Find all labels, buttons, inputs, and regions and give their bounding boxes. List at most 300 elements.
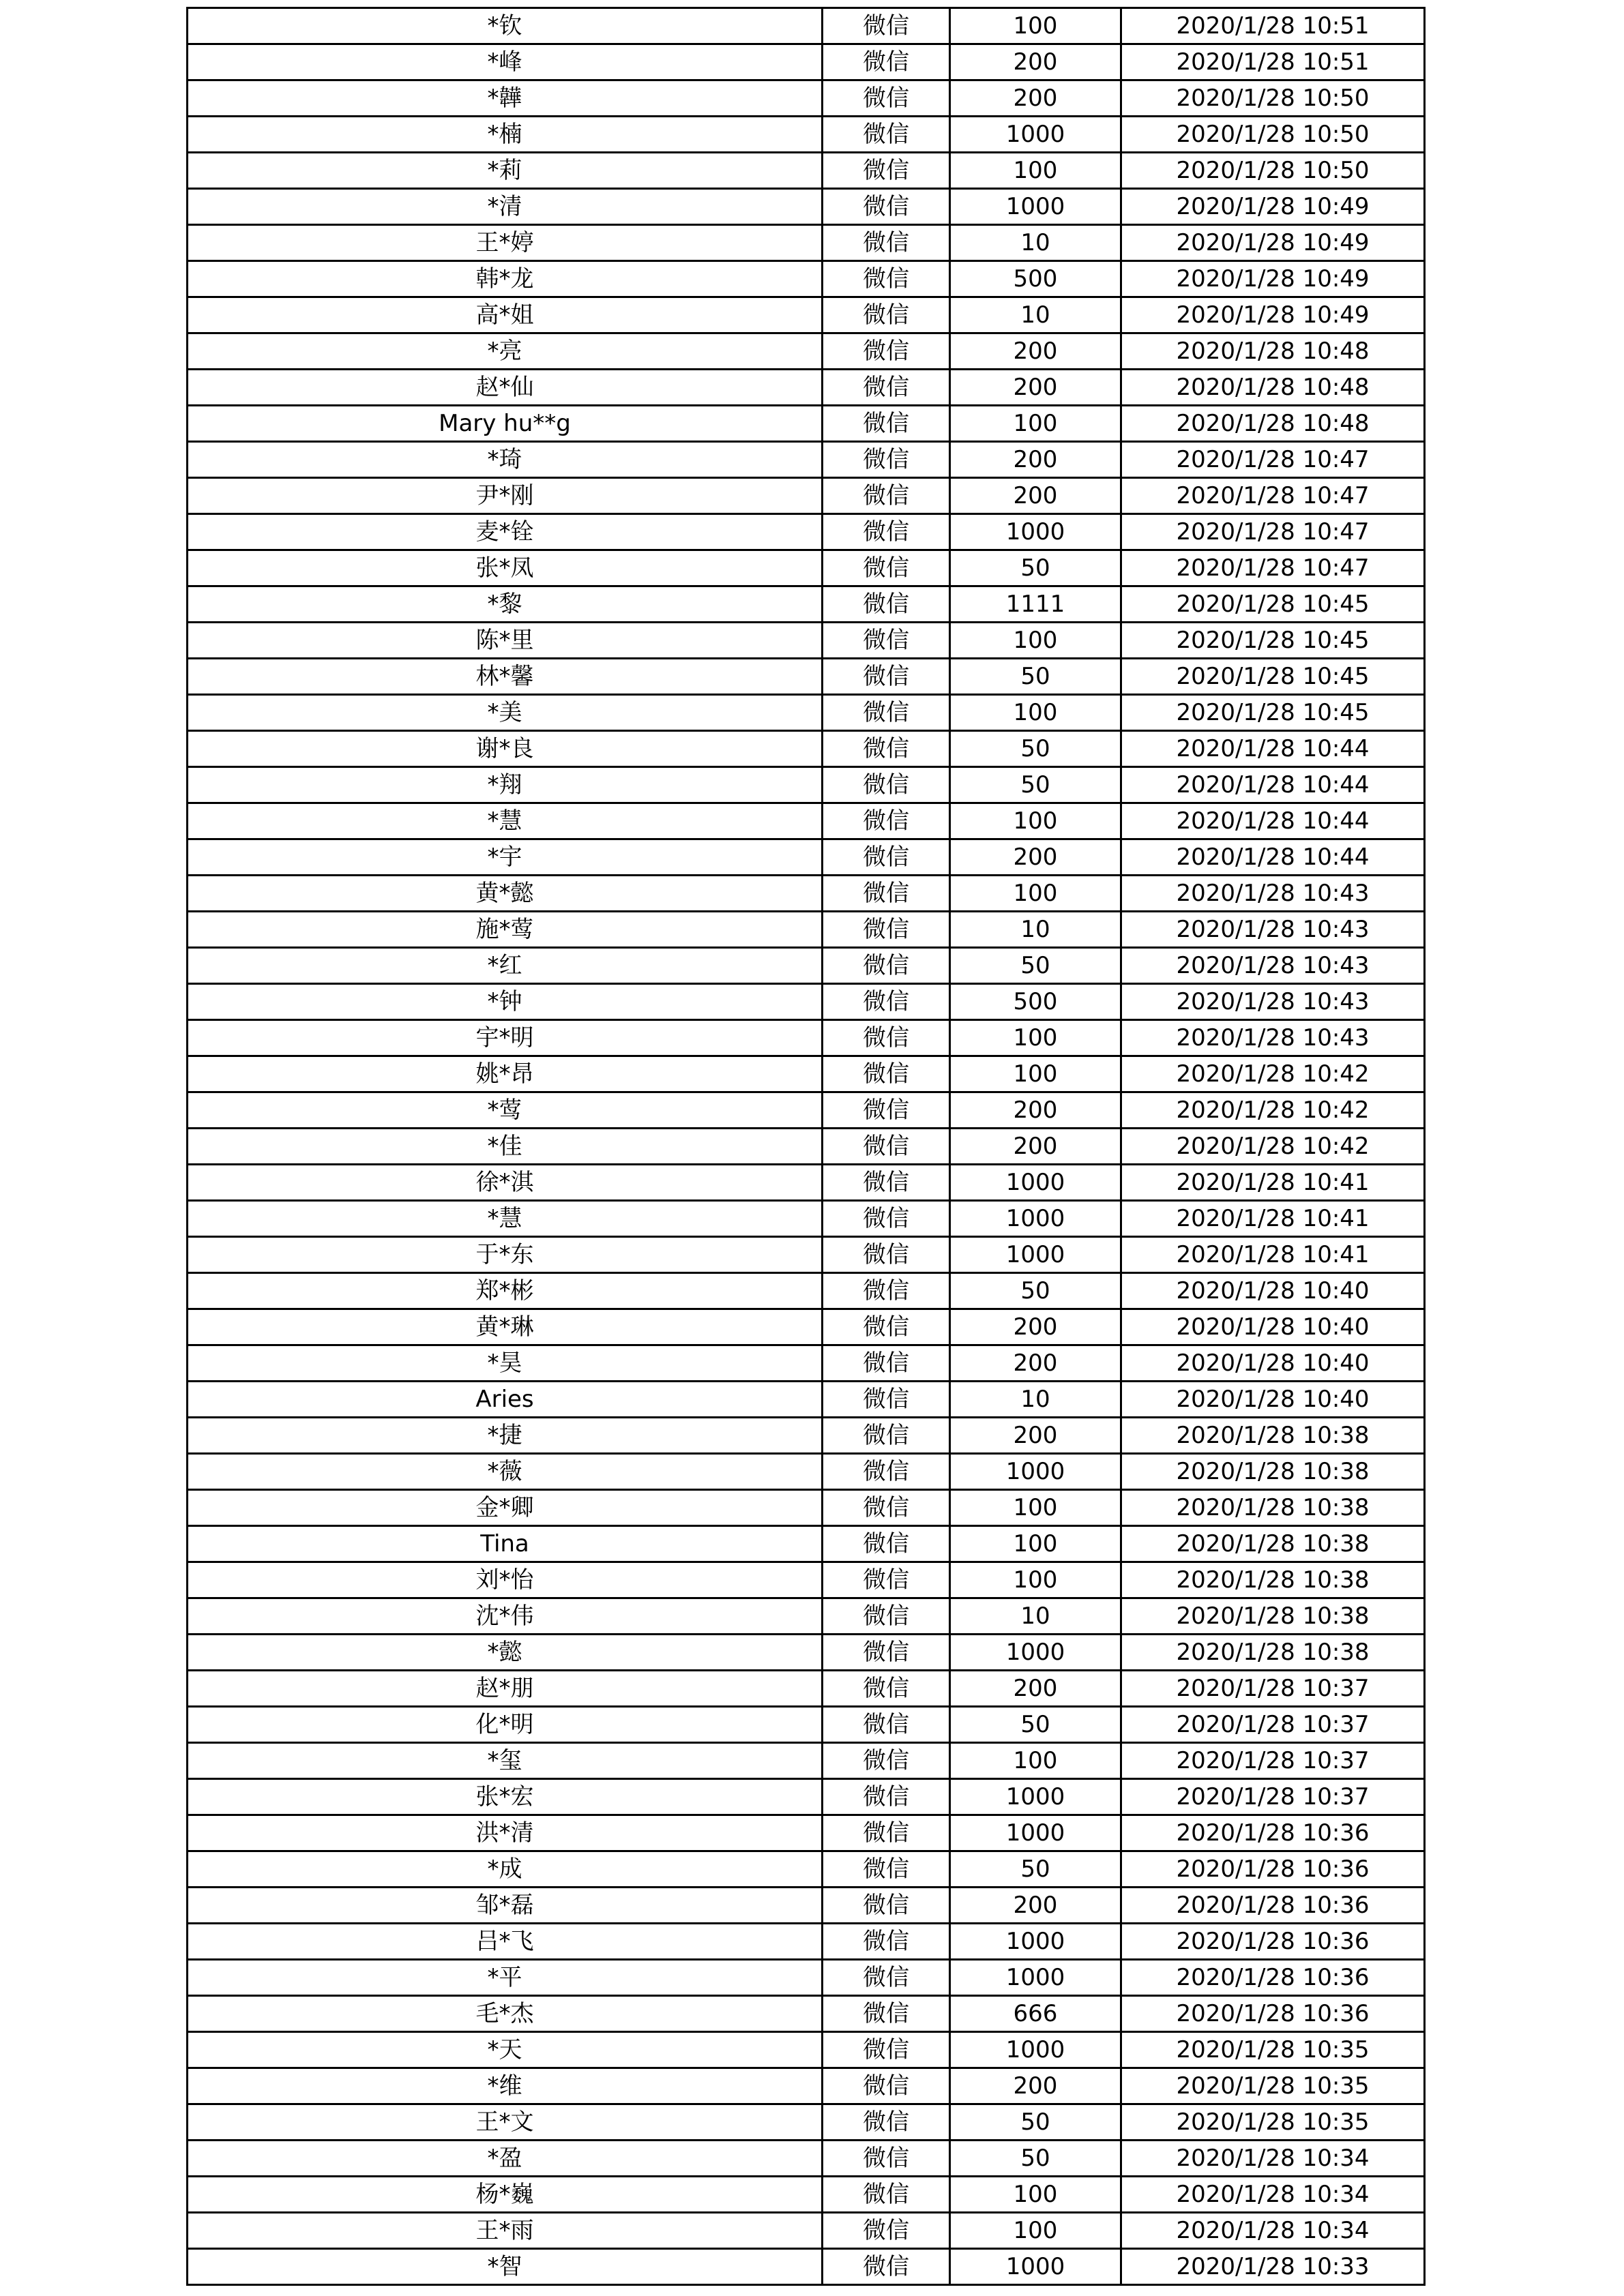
donor-name-cell: 刘*怡 [188,1562,823,1598]
timestamp-cell: 2020/1/28 10:49 [1121,261,1425,297]
amount-cell: 200 [950,1309,1121,1345]
timestamp-cell: 2020/1/28 10:47 [1121,478,1425,514]
payment-channel-cell: 微信 [823,1707,950,1743]
table-row [188,225,1425,261]
amount-cell: 100 [950,1020,1121,1056]
donor-name-cell: 黄*懿 [188,876,823,912]
amount-cell: 100 [950,1056,1121,1092]
table-row [188,1815,1425,1851]
timestamp-cell: 2020/1/28 10:40 [1121,1345,1425,1382]
payment-channel-cell: 微信 [823,1020,950,1056]
table-row [188,876,1425,912]
amount-cell: 200 [950,2068,1121,2104]
timestamp-cell: 2020/1/28 10:44 [1121,767,1425,803]
table-row [188,1779,1425,1815]
amount-cell: 200 [950,478,1121,514]
amount-cell: 1111 [950,586,1121,623]
payment-channel-cell: 微信 [823,153,950,189]
table-row [188,731,1425,767]
donor-name-cell: 吕*飞 [188,1924,823,1960]
payment-channel-cell: 微信 [823,1526,950,1562]
table-row [188,1743,1425,1779]
table-row [188,984,1425,1020]
payment-channel-cell: 微信 [823,1635,950,1671]
amount-cell: 200 [950,1129,1121,1165]
donor-name-cell: *昊 [188,1345,823,1382]
table-row [188,1201,1425,1237]
timestamp-cell: 2020/1/28 10:42 [1121,1092,1425,1129]
table-row [188,803,1425,839]
amount-cell: 200 [950,1671,1121,1707]
donor-name-cell: *盈 [188,2141,823,2177]
table-row [188,1960,1425,1996]
amount-cell: 100 [950,153,1121,189]
timestamp-cell: 2020/1/28 10:35 [1121,2068,1425,2104]
timestamp-cell: 2020/1/28 10:35 [1121,2032,1425,2068]
amount-cell: 200 [950,333,1121,370]
timestamp-cell: 2020/1/28 10:34 [1121,2213,1425,2249]
table-row [188,1996,1425,2032]
amount-cell: 1000 [950,1237,1121,1273]
timestamp-cell: 2020/1/28 10:35 [1121,2104,1425,2141]
amount-cell: 200 [950,370,1121,406]
timestamp-cell: 2020/1/28 10:41 [1121,1237,1425,1273]
donor-name-cell: *琦 [188,442,823,478]
table-row [188,117,1425,153]
amount-cell: 1000 [950,1635,1121,1671]
amount-cell: 100 [950,406,1121,442]
table-row [188,1345,1425,1382]
payment-channel-cell: 微信 [823,1418,950,1454]
payment-channel-cell: 微信 [823,117,950,153]
timestamp-cell: 2020/1/28 10:45 [1121,659,1425,695]
timestamp-cell: 2020/1/28 10:41 [1121,1201,1425,1237]
table-row [188,2068,1425,2104]
table-row [188,1671,1425,1707]
table-row [188,153,1425,189]
payment-channel-cell: 微信 [823,2068,950,2104]
donor-name-cell: *玺 [188,1743,823,1779]
payment-channel-cell: 微信 [823,225,950,261]
donor-name-cell: *韡 [188,80,823,117]
payment-channel-cell: 微信 [823,1056,950,1092]
payment-channel-cell: 微信 [823,1598,950,1635]
donor-name-cell: 姚*昂 [188,1056,823,1092]
amount-cell: 200 [950,44,1121,80]
amount-cell: 1000 [950,1454,1121,1490]
donor-name-cell: 黄*琳 [188,1309,823,1345]
table-row [188,2032,1425,2068]
amount-cell: 50 [950,2104,1121,2141]
amount-cell: 10 [950,225,1121,261]
timestamp-cell: 2020/1/28 10:44 [1121,803,1425,839]
payment-channel-cell: 微信 [823,695,950,731]
timestamp-cell: 2020/1/28 10:49 [1121,297,1425,333]
table-row [188,8,1425,44]
amount-cell: 10 [950,1382,1121,1418]
timestamp-cell: 2020/1/28 10:36 [1121,1996,1425,2032]
donor-name-cell: *维 [188,2068,823,2104]
donor-name-cell: *黎 [188,586,823,623]
payment-channel-cell: 微信 [823,2104,950,2141]
payment-channel-cell: 微信 [823,333,950,370]
donor-name-cell: *成 [188,1851,823,1888]
payment-channel-cell: 微信 [823,2249,950,2285]
timestamp-cell: 2020/1/28 10:37 [1121,1779,1425,1815]
amount-cell: 50 [950,659,1121,695]
timestamp-cell: 2020/1/28 10:36 [1121,1888,1425,1924]
donor-name-cell: *莺 [188,1092,823,1129]
table-row [188,1635,1425,1671]
donor-name-cell: 施*莺 [188,912,823,948]
table-row [188,1598,1425,1635]
amount-cell: 50 [950,731,1121,767]
timestamp-cell: 2020/1/28 10:44 [1121,731,1425,767]
payment-channel-cell: 微信 [823,8,950,44]
amount-cell: 100 [950,1743,1121,1779]
table-row [188,2104,1425,2141]
table-row [188,406,1425,442]
amount-cell: 100 [950,803,1121,839]
payment-channel-cell: 微信 [823,1165,950,1201]
payment-channel-cell: 微信 [823,1996,950,2032]
table-row [188,1454,1425,1490]
amount-cell: 50 [950,550,1121,586]
payment-channel-cell: 微信 [823,2213,950,2249]
table-row [188,2177,1425,2213]
payment-channel-cell: 微信 [823,1888,950,1924]
payment-channel-cell: 微信 [823,1382,950,1418]
timestamp-cell: 2020/1/28 10:38 [1121,1490,1425,1526]
timestamp-cell: 2020/1/28 10:36 [1121,1815,1425,1851]
amount-cell: 50 [950,948,1121,984]
donor-name-cell: *楠 [188,117,823,153]
amount-cell: 1000 [950,1815,1121,1851]
payment-channel-cell: 微信 [823,514,950,550]
amount-cell: 1000 [950,1960,1121,1996]
payment-channel-cell: 微信 [823,948,950,984]
donor-name-cell: *红 [188,948,823,984]
timestamp-cell: 2020/1/28 10:37 [1121,1743,1425,1779]
timestamp-cell: 2020/1/28 10:34 [1121,2141,1425,2177]
table-row [188,2249,1425,2285]
amount-cell: 100 [950,876,1121,912]
donor-name-cell: *亮 [188,333,823,370]
amount-cell: 100 [950,623,1121,659]
timestamp-cell: 2020/1/28 10:51 [1121,8,1425,44]
payment-channel-cell: 微信 [823,731,950,767]
donor-name-cell: *清 [188,189,823,225]
donor-name-cell: *薇 [188,1454,823,1490]
table-row [188,1056,1425,1092]
timestamp-cell: 2020/1/28 10:41 [1121,1165,1425,1201]
table-row [188,1382,1425,1418]
donor-name-cell: 赵*仙 [188,370,823,406]
payment-channel-cell: 微信 [823,1671,950,1707]
payment-channel-cell: 微信 [823,478,950,514]
payment-channel-cell: 微信 [823,370,950,406]
payment-channel-cell: 微信 [823,1490,950,1526]
timestamp-cell: 2020/1/28 10:38 [1121,1562,1425,1598]
donor-name-cell: 尹*刚 [188,478,823,514]
donor-name-cell: *捷 [188,1418,823,1454]
table-row [188,442,1425,478]
payment-channel-cell: 微信 [823,442,950,478]
table-row [188,912,1425,948]
timestamp-cell: 2020/1/28 10:47 [1121,550,1425,586]
timestamp-cell: 2020/1/28 10:51 [1121,44,1425,80]
payment-channel-cell: 微信 [823,984,950,1020]
table-row [188,297,1425,333]
donor-name-cell: 宇*明 [188,1020,823,1056]
table-row [188,1273,1425,1309]
donor-name-cell: *天 [188,2032,823,2068]
amount-cell: 100 [950,1562,1121,1598]
amount-cell: 50 [950,2141,1121,2177]
donation-table [186,7,1426,2286]
timestamp-cell: 2020/1/28 10:37 [1121,1707,1425,1743]
table-row [188,333,1425,370]
payment-channel-cell: 微信 [823,1851,950,1888]
payment-channel-cell: 微信 [823,586,950,623]
payment-channel-cell: 微信 [823,1815,950,1851]
donor-name-cell: 毛*杰 [188,1996,823,2032]
amount-cell: 200 [950,442,1121,478]
payment-channel-cell: 微信 [823,1273,950,1309]
amount-cell: 50 [950,1273,1121,1309]
table-row [188,2141,1425,2177]
payment-channel-cell: 微信 [823,659,950,695]
donor-name-cell: 林*馨 [188,659,823,695]
donor-name-cell: *钦 [188,8,823,44]
donor-name-cell: *翔 [188,767,823,803]
table-row [188,623,1425,659]
timestamp-cell: 2020/1/28 10:36 [1121,1924,1425,1960]
donor-name-cell: *莉 [188,153,823,189]
payment-channel-cell: 微信 [823,876,950,912]
donor-name-cell: 王*雨 [188,2213,823,2249]
timestamp-cell: 2020/1/28 10:38 [1121,1454,1425,1490]
table-row [188,1309,1425,1345]
payment-channel-cell: 微信 [823,2141,950,2177]
amount-cell: 50 [950,767,1121,803]
timestamp-cell: 2020/1/28 10:45 [1121,623,1425,659]
donor-name-cell: 赵*朋 [188,1671,823,1707]
timestamp-cell: 2020/1/28 10:40 [1121,1309,1425,1345]
table-row [188,80,1425,117]
timestamp-cell: 2020/1/28 10:42 [1121,1056,1425,1092]
amount-cell: 100 [950,1490,1121,1526]
amount-cell: 1000 [950,117,1121,153]
amount-cell: 200 [950,1345,1121,1382]
timestamp-cell: 2020/1/28 10:40 [1121,1382,1425,1418]
timestamp-cell: 2020/1/28 10:48 [1121,370,1425,406]
amount-cell: 1000 [950,1924,1121,1960]
timestamp-cell: 2020/1/28 10:42 [1121,1129,1425,1165]
table-row [188,839,1425,876]
payment-channel-cell: 微信 [823,1237,950,1273]
amount-cell: 1000 [950,1779,1121,1815]
donor-name-cell: 王*文 [188,2104,823,2141]
payment-channel-cell: 微信 [823,1309,950,1345]
timestamp-cell: 2020/1/28 10:34 [1121,2177,1425,2213]
table-row [188,44,1425,80]
donor-name-cell: *宇 [188,839,823,876]
amount-cell: 200 [950,839,1121,876]
payment-channel-cell: 微信 [823,767,950,803]
payment-channel-cell: 微信 [823,1345,950,1382]
donor-name-cell: *平 [188,1960,823,1996]
donor-name-cell: Tina [188,1526,823,1562]
payment-channel-cell: 微信 [823,839,950,876]
amount-cell: 1000 [950,514,1121,550]
amount-cell: 500 [950,261,1121,297]
timestamp-cell: 2020/1/28 10:45 [1121,586,1425,623]
table-row [188,1924,1425,1960]
table-row [188,1165,1425,1201]
table-row [188,189,1425,225]
amount-cell: 200 [950,80,1121,117]
table-row [188,1129,1425,1165]
donor-name-cell: 韩*龙 [188,261,823,297]
table-row [188,514,1425,550]
timestamp-cell: 2020/1/28 10:43 [1121,948,1425,984]
timestamp-cell: 2020/1/28 10:43 [1121,912,1425,948]
donor-name-cell: 谢*良 [188,731,823,767]
table-row [188,1237,1425,1273]
amount-cell: 50 [950,1707,1121,1743]
donor-name-cell: *美 [188,695,823,731]
donor-name-cell: *钟 [188,984,823,1020]
donor-name-cell: 于*东 [188,1237,823,1273]
table-row [188,1020,1425,1056]
donor-name-cell: 王*婷 [188,225,823,261]
donor-name-cell: *慧 [188,803,823,839]
donor-name-cell: 金*卿 [188,1490,823,1526]
payment-channel-cell: 微信 [823,550,950,586]
amount-cell: 10 [950,297,1121,333]
timestamp-cell: 2020/1/28 10:50 [1121,153,1425,189]
table-row [188,695,1425,731]
amount-cell: 100 [950,8,1121,44]
donor-name-cell: 高*姐 [188,297,823,333]
donor-name-cell: *峰 [188,44,823,80]
donation-table-body [188,8,1425,2285]
table-row [188,550,1425,586]
donor-name-cell: *佳 [188,1129,823,1165]
amount-cell: 200 [950,1092,1121,1129]
payment-channel-cell: 微信 [823,297,950,333]
table-row [188,370,1425,406]
donor-name-cell: 化*明 [188,1707,823,1743]
amount-cell: 1000 [950,1201,1121,1237]
payment-channel-cell: 微信 [823,623,950,659]
amount-cell: 10 [950,1598,1121,1635]
timestamp-cell: 2020/1/28 10:43 [1121,1020,1425,1056]
table-row [188,1092,1425,1129]
donor-name-cell: 徐*淇 [188,1165,823,1201]
donor-name-cell: Aries [188,1382,823,1418]
amount-cell: 10 [950,912,1121,948]
payment-channel-cell: 微信 [823,189,950,225]
payment-channel-cell: 微信 [823,1562,950,1598]
timestamp-cell: 2020/1/28 10:50 [1121,117,1425,153]
amount-cell: 200 [950,1888,1121,1924]
table-row [188,1562,1425,1598]
amount-cell: 200 [950,1418,1121,1454]
donor-name-cell: 沈*伟 [188,1598,823,1635]
timestamp-cell: 2020/1/28 10:38 [1121,1526,1425,1562]
table-row [188,586,1425,623]
payment-channel-cell: 微信 [823,1743,950,1779]
amount-cell: 1000 [950,2032,1121,2068]
payment-channel-cell: 微信 [823,80,950,117]
payment-channel-cell: 微信 [823,406,950,442]
timestamp-cell: 2020/1/28 10:50 [1121,80,1425,117]
table-row [188,1851,1425,1888]
timestamp-cell: 2020/1/28 10:36 [1121,1960,1425,1996]
donor-name-cell: *懿 [188,1635,823,1671]
timestamp-cell: 2020/1/28 10:36 [1121,1851,1425,1888]
payment-channel-cell: 微信 [823,261,950,297]
timestamp-cell: 2020/1/28 10:33 [1121,2249,1425,2285]
amount-cell: 100 [950,695,1121,731]
payment-channel-cell: 微信 [823,1960,950,1996]
timestamp-cell: 2020/1/28 10:48 [1121,406,1425,442]
timestamp-cell: 2020/1/28 10:38 [1121,1598,1425,1635]
amount-cell: 1000 [950,2249,1121,2285]
donor-name-cell: 杨*巍 [188,2177,823,2213]
donor-name-cell: 张*宏 [188,1779,823,1815]
timestamp-cell: 2020/1/28 10:49 [1121,225,1425,261]
payment-channel-cell: 微信 [823,1129,950,1165]
timestamp-cell: 2020/1/28 10:43 [1121,876,1425,912]
table-row [188,261,1425,297]
payment-channel-cell: 微信 [823,1092,950,1129]
table-row [188,1490,1425,1526]
payment-channel-cell: 微信 [823,2177,950,2213]
donor-name-cell: *智 [188,2249,823,2285]
payment-channel-cell: 微信 [823,1454,950,1490]
donor-name-cell: 陈*里 [188,623,823,659]
amount-cell: 666 [950,1996,1121,2032]
timestamp-cell: 2020/1/28 10:49 [1121,189,1425,225]
payment-channel-cell: 微信 [823,1924,950,1960]
table-row [188,767,1425,803]
amount-cell: 500 [950,984,1121,1020]
payment-channel-cell: 微信 [823,912,950,948]
donor-name-cell: 邹*磊 [188,1888,823,1924]
table-row [188,1888,1425,1924]
timestamp-cell: 2020/1/28 10:40 [1121,1273,1425,1309]
table-row [188,2213,1425,2249]
payment-channel-cell: 微信 [823,1779,950,1815]
table-row [188,1526,1425,1562]
table-row [188,948,1425,984]
payment-channel-cell: 微信 [823,803,950,839]
amount-cell: 100 [950,1526,1121,1562]
amount-cell: 50 [950,1851,1121,1888]
donor-name-cell: Mary hu**g [188,406,823,442]
donor-name-cell: 张*凤 [188,550,823,586]
table-row [188,1418,1425,1454]
amount-cell: 100 [950,2213,1121,2249]
amount-cell: 1000 [950,1165,1121,1201]
timestamp-cell: 2020/1/28 10:48 [1121,333,1425,370]
timestamp-cell: 2020/1/28 10:37 [1121,1671,1425,1707]
donor-name-cell: 郑*彬 [188,1273,823,1309]
timestamp-cell: 2020/1/28 10:38 [1121,1418,1425,1454]
